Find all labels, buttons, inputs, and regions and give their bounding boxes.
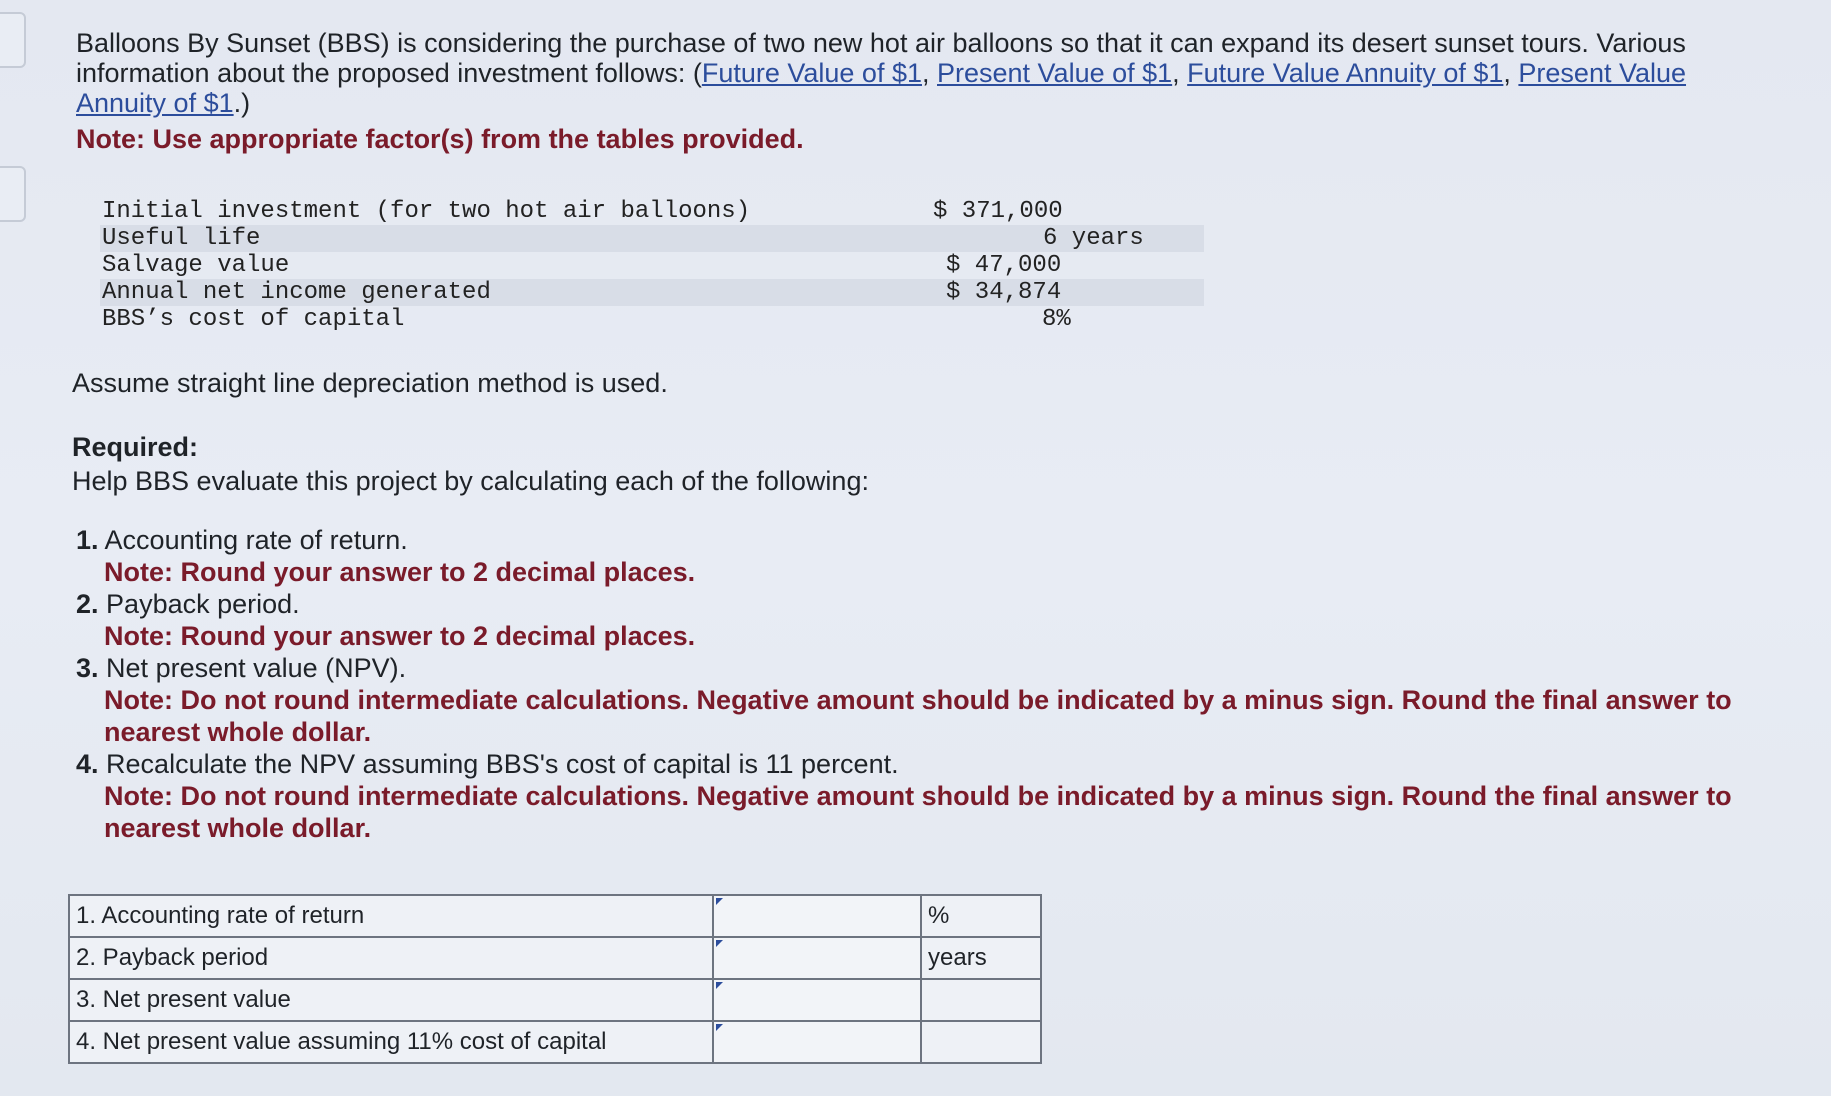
list-item <box>76 652 1764 748</box>
data-label: Salvage value <box>102 252 290 279</box>
answer-unit <box>921 979 1041 1021</box>
npv-input[interactable] <box>714 980 924 1020</box>
item-text: Recalculate the NPV assuming BBS's cost of capital is 11 percent. <box>106 749 899 779</box>
future-value-link[interactable]: Future Value of $1 <box>701 58 922 88</box>
data-row <box>100 225 1204 252</box>
edge-tab-middle <box>0 166 26 222</box>
item-number: 3. <box>76 653 99 683</box>
item-note: Note: Do not round intermediate calculations. Negative amount should be indicated by a minus sign. Round the final answer to nearest whole dollar. <box>104 685 1732 747</box>
answer-row <box>69 979 1041 1021</box>
present-value-annuity-link[interactable]: Present Value Annuity of $1 <box>76 58 1687 118</box>
data-row <box>100 198 1204 225</box>
factor-note: Note: Use appropriate factor(s) from the tables provided. <box>76 124 804 154</box>
data-label: Initial investment (for two hot air balloons) <box>102 198 751 225</box>
list-item <box>76 524 1764 588</box>
answer-label: 1. Accounting rate of return <box>69 895 713 937</box>
input-flag-icon <box>716 940 723 947</box>
item-text: Accounting rate of return. <box>104 525 408 555</box>
answer-unit: % <box>921 895 1041 937</box>
edge-tab-top <box>0 12 26 68</box>
data-value: $ 34,874 <box>946 279 1062 306</box>
intro-text-end: .) <box>233 88 251 118</box>
answer-input-cell <box>713 1021 921 1063</box>
answer-row <box>69 1021 1041 1063</box>
data-row <box>100 306 1204 333</box>
data-row <box>100 252 1204 279</box>
data-value: 6 years <box>1043 225 1144 252</box>
data-value: $ 47,000 <box>946 252 1062 279</box>
intro-text: Balloons By Sunset (BBS) is considering the purchase of two new hot air balloons so that it can expand its desert sunset tours. Various information about the proposed investment follows: ( <box>76 28 1686 88</box>
item-note: Note: Do not round intermediate calculations. Negative amount should be indicated by a minus sign. Round the final answer to nearest whole dollar. <box>104 781 1732 843</box>
answer-row <box>69 895 1041 937</box>
present-value-link[interactable]: Present Value of $1 <box>937 58 1173 88</box>
future-value-annuity-link[interactable]: Future Value Annuity of $1 <box>1187 58 1504 88</box>
answer-input-cell <box>713 937 921 979</box>
answer-label: 3. Net present value <box>69 979 713 1021</box>
arr-input[interactable] <box>714 896 924 936</box>
assumption-text: Assume straight line depreciation method is used. <box>72 368 668 398</box>
data-label: Useful life <box>102 225 261 252</box>
list-item <box>76 588 1764 652</box>
required-intro: Help BBS evaluate this project by calculating each of the following: <box>72 466 869 496</box>
data-value: $ 371,000 <box>933 198 1063 225</box>
answer-table <box>68 894 1042 1064</box>
input-flag-icon <box>716 982 723 989</box>
answer-input-cell <box>713 979 921 1021</box>
item-number: 1. <box>76 525 99 555</box>
item-number: 2. <box>76 589 99 619</box>
answer-label: 2. Payback period <box>69 937 713 979</box>
npv-11-input[interactable] <box>714 1022 924 1062</box>
data-row <box>100 279 1204 306</box>
answer-label: 4. Net present value assuming 11% cost of capital <box>69 1021 713 1063</box>
answer-input-cell <box>713 895 921 937</box>
payback-input[interactable] <box>714 938 924 978</box>
item-note: Note: Round your answer to 2 decimal places. <box>104 621 696 651</box>
problem-content <box>76 28 1776 155</box>
item-text: Payback period. <box>106 589 300 619</box>
data-label: BBS’s cost of capital <box>102 306 405 333</box>
answer-unit: years <box>921 937 1041 979</box>
input-flag-icon <box>716 898 723 905</box>
problem-intro: Balloons By Sunset (BBS) is considering the purchase of two new hot air balloons so that it can expand its desert sunset tours. Various information about the proposed investment follows: (Future Value of $1, Present Value of $1, Future Value Annuity of $1, Present Value Annuity of $1.) <box>76 28 1687 118</box>
answer-row <box>69 937 1041 979</box>
input-flag-icon <box>716 1024 723 1031</box>
list-item <box>76 748 1764 844</box>
item-text: Net present value (NPV). <box>106 653 407 683</box>
item-number: 4. <box>76 749 99 779</box>
data-value: 8% <box>1042 306 1071 333</box>
investment-data-table <box>100 198 1204 333</box>
answer-unit <box>921 1021 1041 1063</box>
required-title: Required: <box>72 432 199 462</box>
requirements-list <box>76 524 1764 844</box>
item-note: Note: Round your answer to 2 decimal places. <box>104 557 696 587</box>
data-label: Annual net income generated <box>102 279 491 306</box>
